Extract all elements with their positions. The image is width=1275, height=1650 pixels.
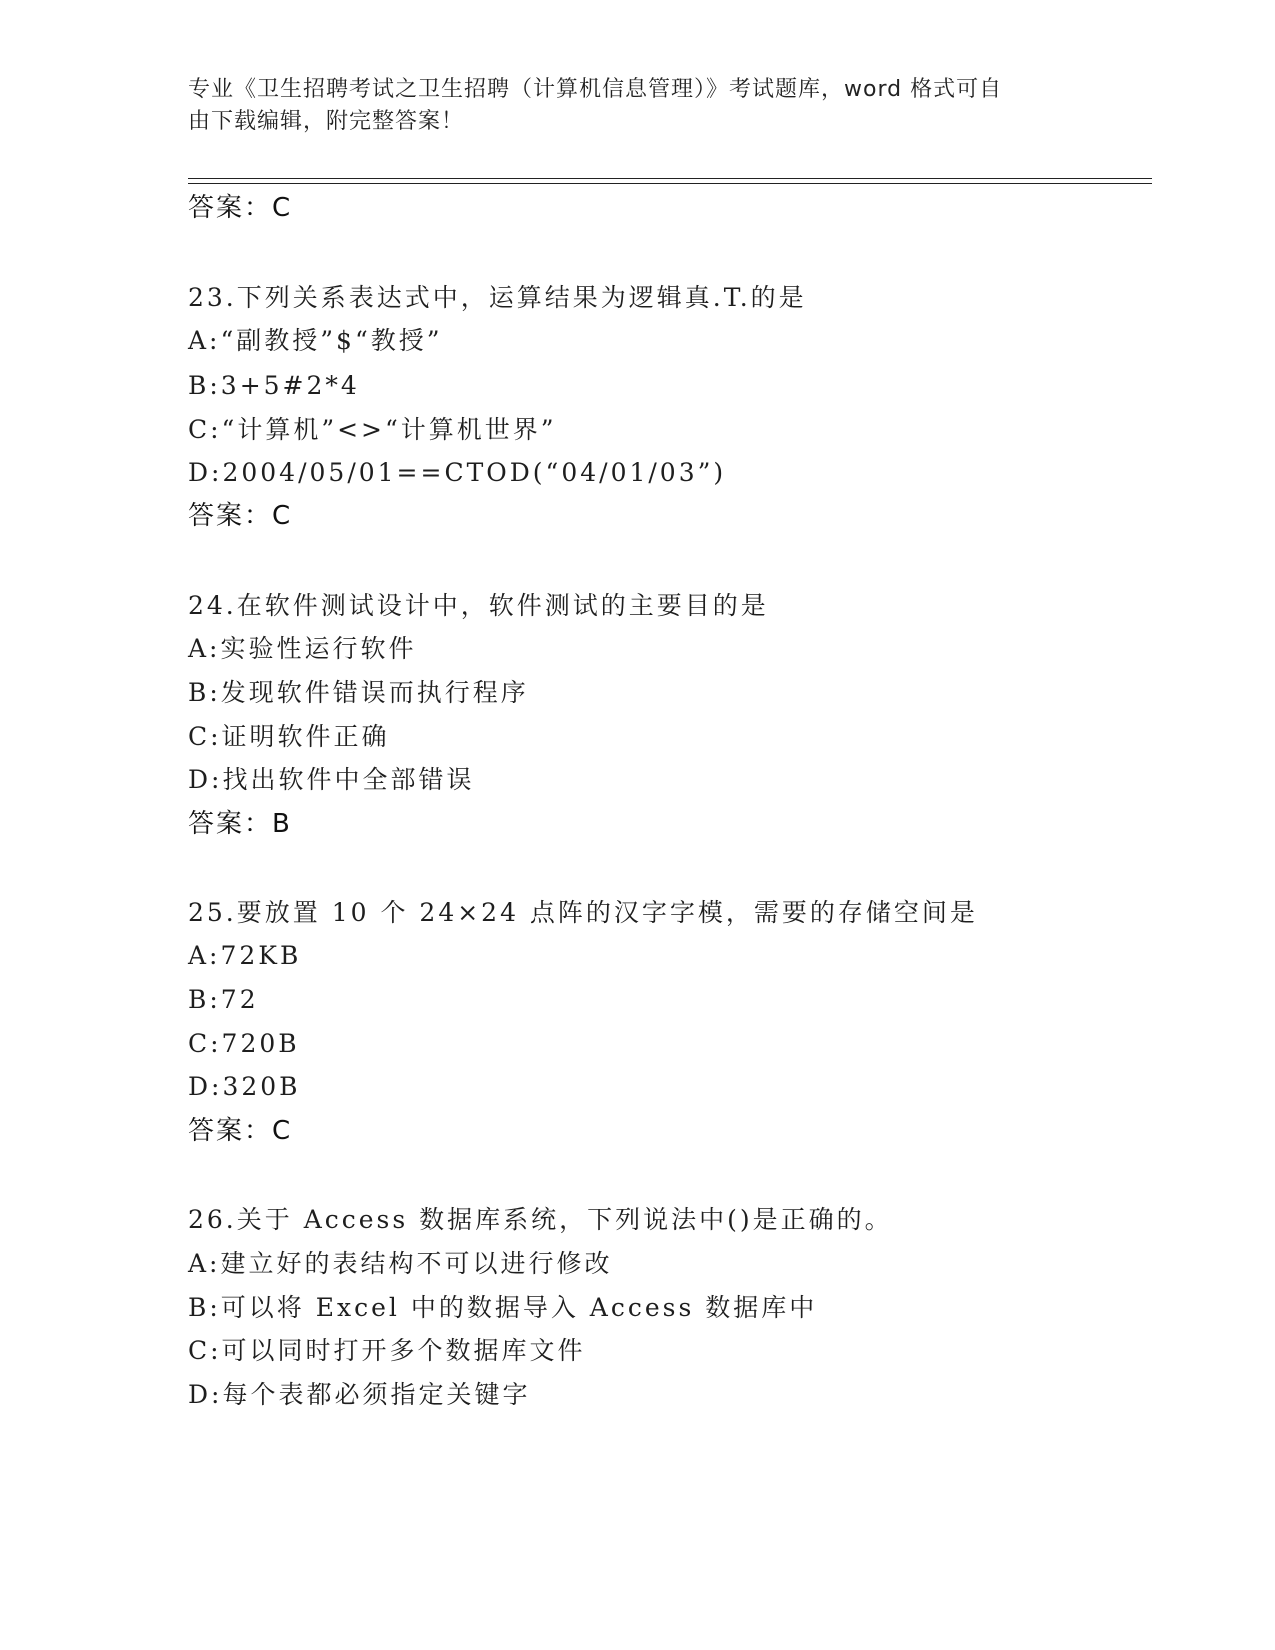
q24-option-d: D:找出软件中全部错误 <box>188 765 475 794</box>
q24-option-b: B:发现软件错误而执行程序 <box>188 678 529 707</box>
question-24: 24.在软件测试设计中，软件测试的主要目的是 <box>188 591 769 620</box>
q25-option-b: B:72 <box>188 985 259 1014</box>
q26-option-b: B:可以将 Excel 中的数据导入 Access 数据库中 <box>188 1293 818 1322</box>
q24-option-c: C:证明软件正确 <box>188 722 390 751</box>
q26-option-a: A:建立好的表结构不可以进行修改 <box>188 1249 613 1278</box>
q25-option-d: D:320B <box>188 1072 301 1101</box>
question-23: 23.下列关系表达式中，运算结果为逻辑真.T.的是 <box>188 283 807 312</box>
q23-option-a: A:“副教授”$“教授” <box>188 326 443 355</box>
header-line-2: 由下载编辑，附完整答案！ <box>188 109 465 134</box>
q24-answer: 答案：B <box>188 809 292 839</box>
question-26: 26.关于 Access 数据库系统，下列说法中()是正确的。 <box>188 1205 893 1234</box>
q23-option-c: C:“计算机”<>“计算机世界” <box>188 415 557 444</box>
question-25: 25.要放置 10 个 24×24 点阵的汉字字模，需要的存储空间是 <box>188 898 978 927</box>
q23-option-b: B:3+5#2*4 <box>188 371 360 400</box>
q23-option-d: D:2004/05/01==CTOD(“04/01/03”) <box>188 458 727 487</box>
header-divider-top <box>188 178 1152 179</box>
header-line-1: 专业《卫生招聘考试之卫生招聘（计算机信息管理）》考试题库，word 格式可自 <box>188 77 1003 102</box>
q25-option-a: A:72KB <box>188 941 302 970</box>
answer-label: 答案：C <box>188 193 293 223</box>
header-divider-bottom <box>188 183 1152 184</box>
q24-option-a: A:实验性运行软件 <box>188 634 417 663</box>
q26-option-d: D:每个表都必须指定关键字 <box>188 1380 531 1409</box>
q23-answer: 答案：C <box>188 501 293 531</box>
q26-option-c: C:可以同时打开多个数据库文件 <box>188 1336 586 1365</box>
q25-answer: 答案：C <box>188 1116 293 1146</box>
document-header <box>188 74 1068 138</box>
q25-option-c: C:720B <box>188 1029 300 1058</box>
